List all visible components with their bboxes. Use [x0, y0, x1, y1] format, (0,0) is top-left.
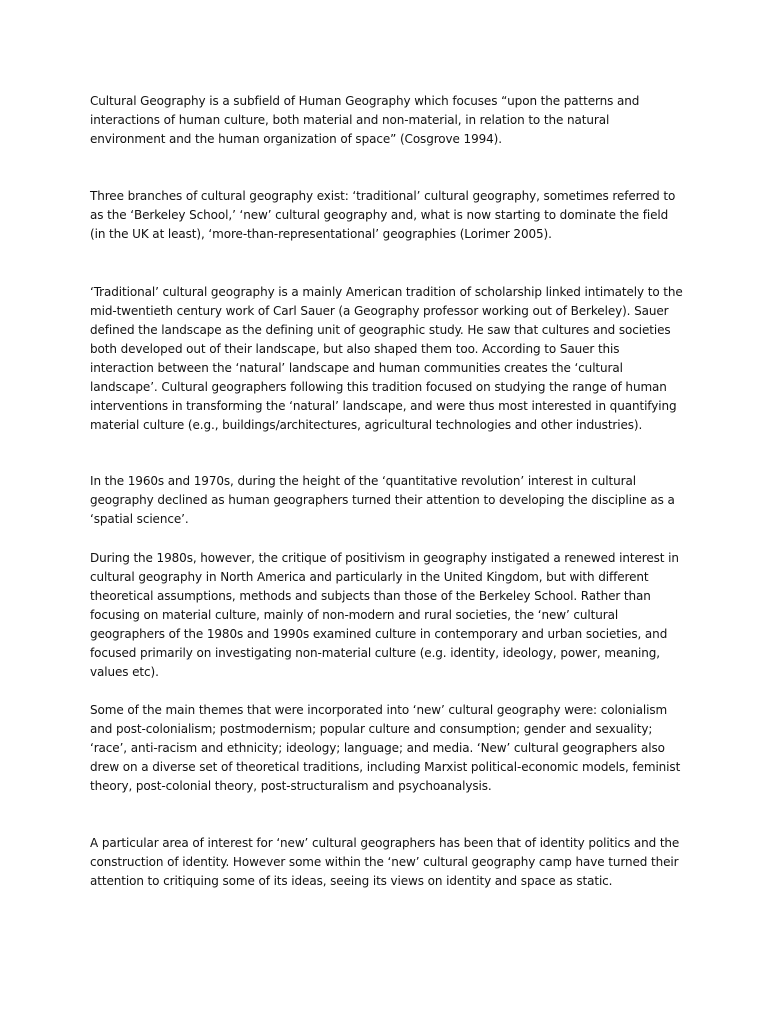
paragraph-7: A particular area of interest for ‘new’ cultural geographers has been that of identity politics and the construction of identity. However some within the ‘new’ cultural geography camp have turned their attention to critiquing some of its ideas, seeing its views on identity and space as static. [90, 836, 680, 888]
paragraph-4: In the 1960s and 1970s, during the height of the ‘quantitative revolution’ interest in cultural geography declined as human geographers turned their attention to developing the discipline as a ‘spatial science’. [90, 474, 675, 526]
paragraph-3: ‘Traditional’ cultural geography is a mainly American tradition of scholarship linked intimately to the mid-twentieth century work of Carl Sauer (a Geography professor working out of Berkeley). Sauer defined the landscape as the defining unit of geographic study. He saw that cultures and societies both developed out of their landscape, but also shaped them too. According to Sauer this interaction between the ‘natural’ landscape and human communities creates the ‘cultural landscape’. Cultural geographers following this tradition focused on studying the range of human interventions in transforming the ‘natural’ landscape, and were thus most interested in quantifying material culture (e.g., buildings/architectures, agricultural technologies and other industries). [90, 285, 683, 432]
paragraph-1: Cultural Geography is a subfield of Human Geography which focuses “upon the patterns and interactions of human culture, both material and non-material, in relation to the natural environment and the human organization of space” (Cosgrove 1994). [90, 94, 640, 146]
paragraph-6: Some of the main themes that were incorporated into ‘new’ cultural geography were: colonialism and post-colonialism; postmodernism; popular culture and consumption; gender and sexuality; ‘race’, anti-racism and ethnicity; ideology; language; and media. ‘New’ cultural geographers also drew on a diverse set of theoretical traditions, including Marxist political-economic models, feminist theory, post-colonial theory, post-structuralism and psychoanalysis. [90, 703, 681, 793]
paragraph-2: Three branches of cultural geography exist: ‘traditional’ cultural geography, sometimes referred to as the ‘Berkeley School,’ ‘new’ cultural geography and, what is now starting to dominate the field (in the UK at least), ‘more-than-representational’ geographies (Lorimer 2005). [90, 189, 676, 241]
paragraph-5: During the 1980s, however, the critique of positivism in geography instigated a renewed interest in cultural geography in North America and particularly in the United Kingdom, but with different theoretical assumptions, methods and subjects than those of the Berkeley School. Rather than focusing on material culture, mainly of non-modern and rural societies, the ‘new’ cultural geographers of the 1980s and 1990s examined culture in contemporary and urban societies, and focused primarily on investigating non-material culture (e.g. identity, ideology, power, meaning, values etc). [90, 551, 679, 679]
